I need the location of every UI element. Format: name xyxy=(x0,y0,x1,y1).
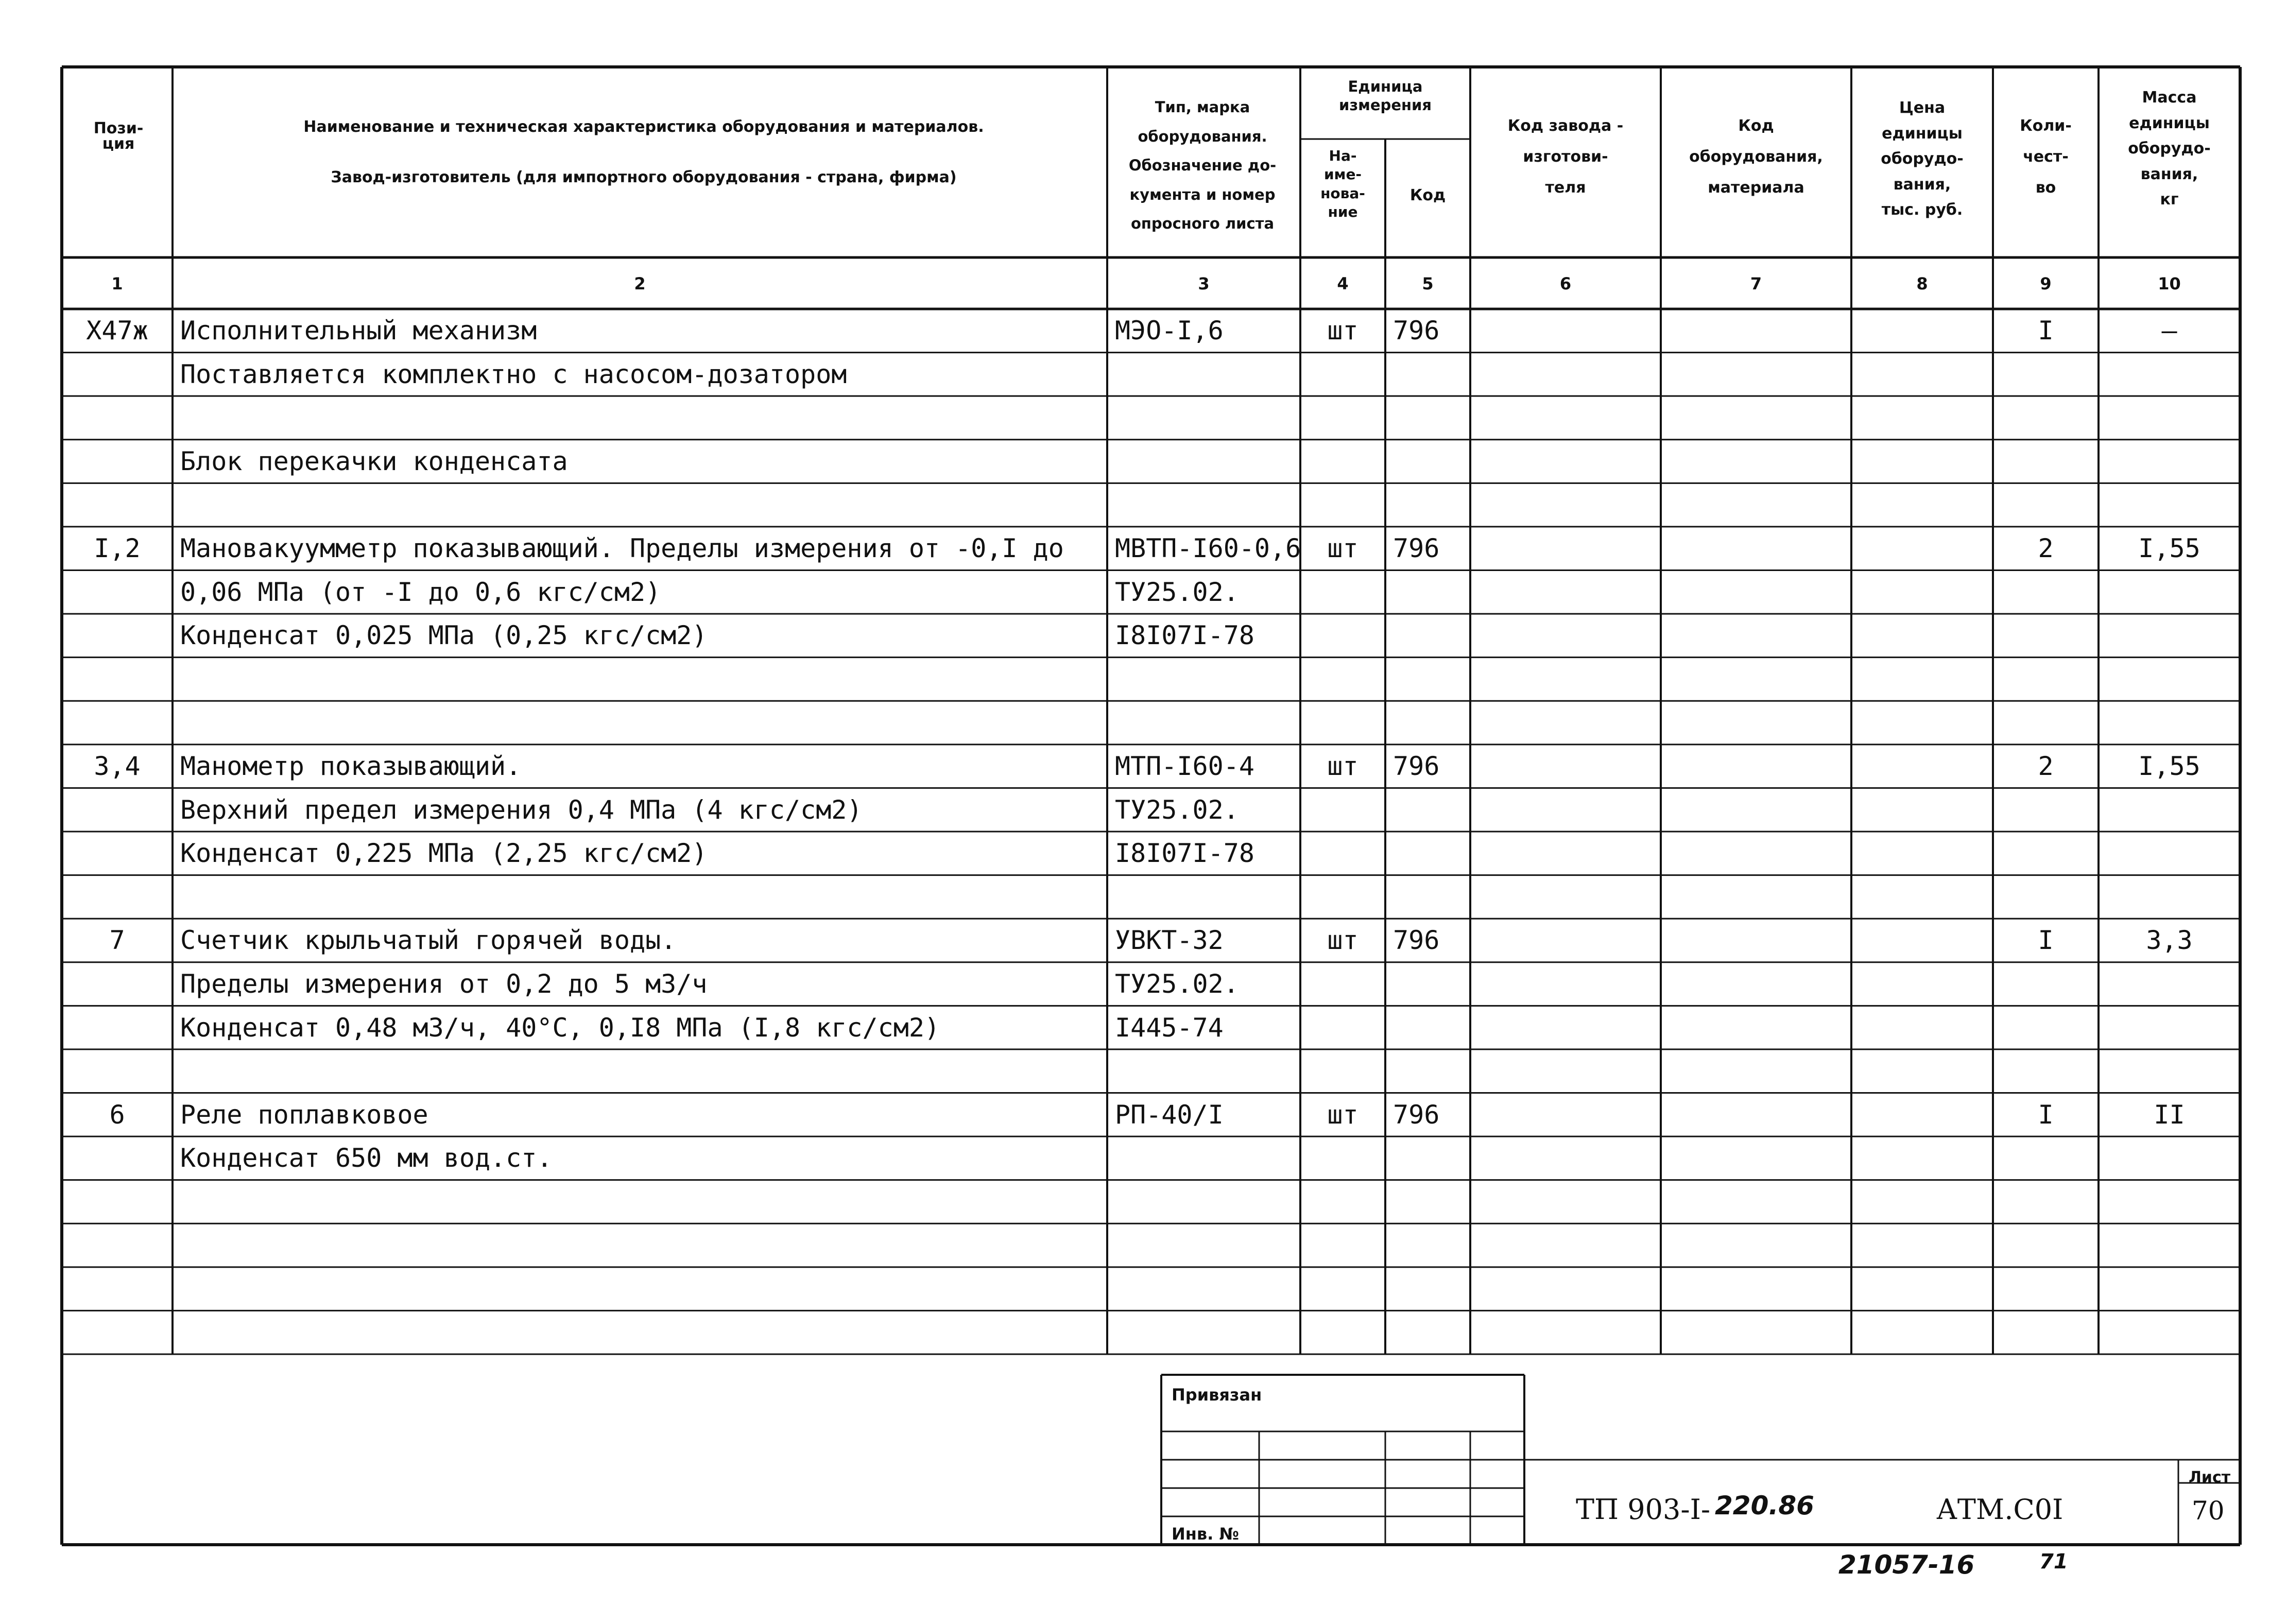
row-name: Исполнительный механизм xyxy=(180,316,537,346)
row-name: Конденсат 0,025 МПа (0,25 кгс/см2) xyxy=(180,620,708,651)
header-unit: Единица измерения xyxy=(1339,78,1432,114)
column-number-10: 10 xyxy=(2158,274,2181,293)
row-quantity: I xyxy=(2038,925,2054,956)
row-type: МВТП-I60-0,6 xyxy=(1115,533,1301,564)
row-unit-code: 796 xyxy=(1393,316,1440,346)
row-position: 3,4 xyxy=(94,751,141,782)
row-mass: I,55 xyxy=(2138,533,2200,564)
column-number-1: 1 xyxy=(111,274,123,293)
row-type: ТУ25.02. xyxy=(1115,969,1239,999)
row-type: I8I07I-78 xyxy=(1115,838,1254,869)
row-type: МТП-I60-4 xyxy=(1115,751,1254,782)
row-name: Пределы измерения от 0,2 до 5 м3/ч xyxy=(180,969,708,999)
column-number-2: 2 xyxy=(634,274,646,293)
row-unit-code: 796 xyxy=(1393,1099,1440,1130)
row-name: 0,06 МПа (от -I до 0,6 кгс/см2) xyxy=(180,577,661,607)
row-unit: шт xyxy=(1327,751,1359,782)
column-number-9: 9 xyxy=(2040,274,2052,293)
stamp-sheet-label: Лист xyxy=(2189,1468,2231,1487)
row-unit-code: 796 xyxy=(1393,751,1440,782)
row-type: ТУ25.02. xyxy=(1115,577,1239,607)
header-name-line1: Наименование и техническая характеристика оборудования и материалов. xyxy=(303,118,984,136)
header-unit-name: На- име- нова- ние xyxy=(1320,147,1365,221)
row-position: 6 xyxy=(109,1099,125,1130)
row-quantity: 2 xyxy=(2038,751,2054,782)
header-type: Тип, марка оборудования. Обозначение до- кумента и номер опросного листа xyxy=(1128,98,1277,233)
stamp-bound-label: Привязан xyxy=(1172,1385,1262,1405)
row-unit-code: 796 xyxy=(1393,925,1440,956)
header-unit-code: Код xyxy=(1409,186,1446,204)
row-name: Конденсат 0,225 МПа (2,25 кгс/см2) xyxy=(180,838,708,869)
row-type: УВКТ-32 xyxy=(1115,925,1224,956)
row-position: 7 xyxy=(109,925,125,956)
footer-number: 21057-16 xyxy=(1838,1550,1975,1580)
row-mass: 3,3 xyxy=(2146,925,2193,956)
footer-page: 71 xyxy=(2039,1550,2068,1574)
row-name: Реле поплавковое xyxy=(180,1099,428,1130)
row-unit: шт xyxy=(1327,1099,1359,1130)
column-number-7: 7 xyxy=(1750,274,1762,293)
row-position: I,2 xyxy=(94,533,141,564)
row-name: Счетчик крыльчатый горячей воды. xyxy=(180,925,677,956)
column-number-8: 8 xyxy=(1916,274,1928,293)
row-name: Конденсат 650 мм вод.ст. xyxy=(180,1143,553,1173)
column-number-4: 4 xyxy=(1337,274,1349,293)
row-unit: шт xyxy=(1327,316,1359,346)
row-name: Поставляется комплектно с насосом-дозатором xyxy=(180,359,847,389)
row-mass: II xyxy=(2154,1099,2185,1130)
header-factory: Код завода - изготови- теля xyxy=(1507,117,1624,197)
row-mass: – xyxy=(2161,316,2177,346)
row-type: I445-74 xyxy=(1115,1012,1224,1043)
header-position: Пози- ция xyxy=(93,119,144,153)
stamp-sheet-number: 70 xyxy=(2192,1496,2225,1526)
row-name: Мановакуумметр показывающий. Пределы измерения от -0,I до xyxy=(180,533,1064,564)
row-type: I8I07I-78 xyxy=(1115,620,1254,651)
row-type: МЭО-I,6 xyxy=(1115,316,1224,346)
row-mass: I,55 xyxy=(2138,751,2200,782)
row-unit: шт xyxy=(1327,533,1359,564)
stamp-code: АТМ.С0I xyxy=(1936,1493,2064,1526)
column-number-5: 5 xyxy=(1422,274,1434,293)
header-price: Цена единицы оборудо- вания, тыс. руб. xyxy=(1881,99,1964,219)
row-name: Блок перекачки конденсата xyxy=(180,446,568,477)
row-name: Конденсат 0,48 м3/ч, 40°С, 0,I8 МПа (I,8 кгс/см2) xyxy=(180,1012,940,1043)
column-number-6: 6 xyxy=(1559,274,1572,293)
stamp-inventory-label: Инв. № xyxy=(1172,1524,1239,1544)
header-quantity: Коли- чест- во xyxy=(2020,117,2072,197)
header-equipment-code: Код оборудования, материала xyxy=(1689,117,1823,197)
row-unit-code: 796 xyxy=(1393,533,1440,564)
stamp-document-suffix: 220.86 xyxy=(1715,1491,1814,1521)
row-quantity: I xyxy=(2038,316,2054,346)
header-name-line2: Завод-изготовитель (для импортного оборудования - страна, фирма) xyxy=(331,168,957,186)
stamp-document-number: ТП 903-I- xyxy=(1576,1493,1711,1526)
row-quantity: 2 xyxy=(2038,533,2054,564)
row-quantity: I xyxy=(2038,1099,2054,1130)
row-type: РП-40/I xyxy=(1115,1099,1224,1130)
row-unit: шт xyxy=(1327,925,1359,956)
row-name: Манометр показывающий. xyxy=(180,751,522,782)
row-name: Верхний предел измерения 0,4 МПа (4 кгс/см2) xyxy=(180,794,863,825)
column-number-3: 3 xyxy=(1198,274,1210,293)
header-mass: Масса единицы оборудо- вания, кг xyxy=(2128,89,2211,209)
row-type: ТУ25.02. xyxy=(1115,794,1239,825)
row-position: Х47ж xyxy=(86,316,148,346)
